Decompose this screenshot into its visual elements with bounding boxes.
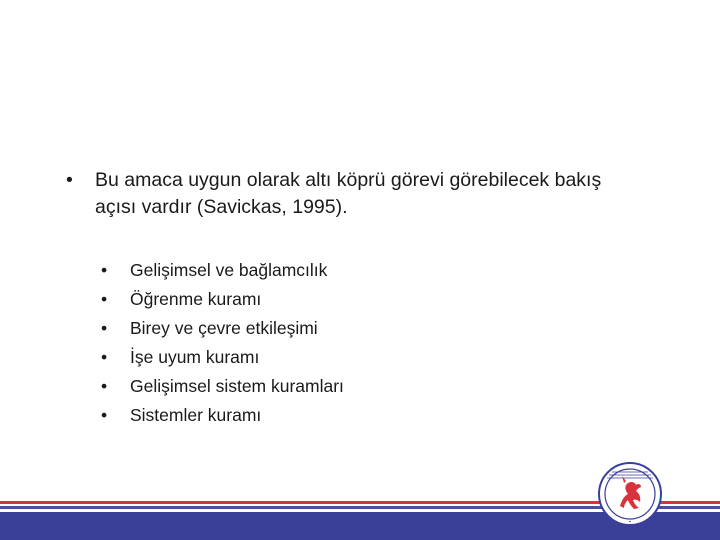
list-item: [101, 256, 344, 285]
list-item: [101, 314, 344, 343]
list-item-label: Birey ve çevre etkileşimi: [130, 318, 318, 338]
list-item-label: Gelişimsel ve bağlamcılık: [130, 260, 328, 280]
list-item-label: Gelişimsel sistem kuramları: [130, 376, 344, 396]
sub-bullet-list: [101, 256, 344, 430]
bullet-marker: •: [101, 260, 108, 280]
bullet-marker: •: [66, 169, 73, 191]
university-seal-icon: [598, 462, 662, 526]
list-item: [101, 343, 344, 372]
bullet-marker: •: [101, 347, 108, 367]
main-bullet-text: [95, 167, 686, 221]
list-item: [101, 372, 344, 401]
bullet-marker: •: [101, 289, 108, 309]
list-item-label: Öğrenme kuramı: [130, 289, 262, 309]
main-bullet: [66, 167, 686, 221]
bullet-marker: •: [101, 405, 108, 425]
list-item-label: İşe uyum kuramı: [130, 347, 260, 367]
bullet-marker: •: [101, 376, 108, 396]
list-item: [101, 401, 344, 430]
list-item-label: Sistemler kuramı: [130, 405, 262, 425]
list-item: [101, 285, 344, 314]
bullet-marker: •: [101, 318, 108, 338]
main-bullet-line-1: Bu amaca uygun olarak altı köprü görevi görebilecek bakış: [95, 169, 602, 191]
main-bullet-line-2: açısı vardır (Savickas, 1995).: [95, 196, 348, 218]
